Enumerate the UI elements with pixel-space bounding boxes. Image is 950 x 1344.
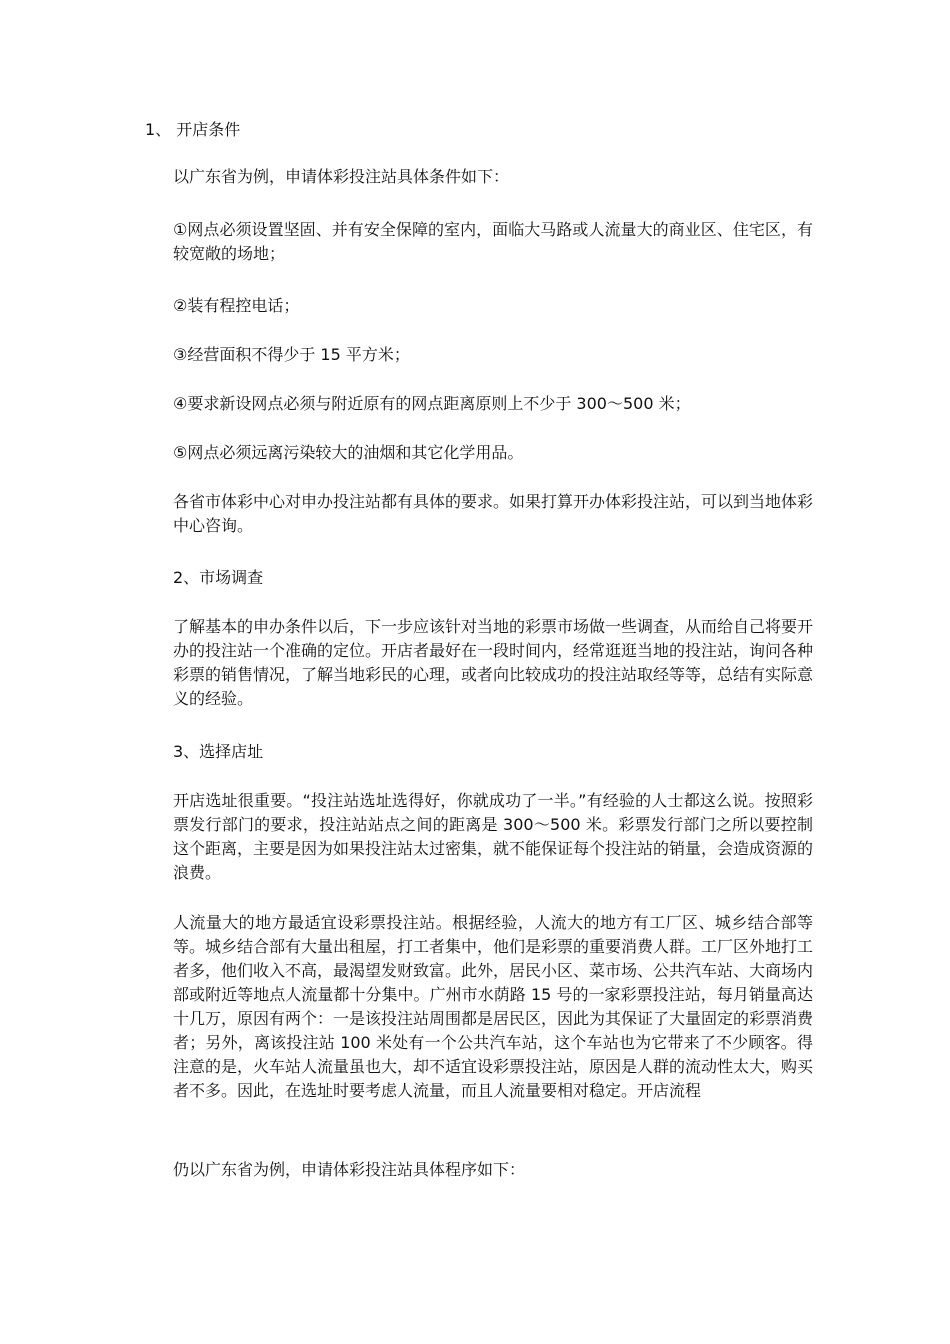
paragraph: 以广东省为例，申请体彩投注站具体条件如下：	[173, 167, 510, 186]
paragraph: ②装有程控电话；	[173, 296, 300, 315]
paragraph: 各省市体彩中心对申办投注站都有具体的要求。如果打算开办体彩投注站，可以到当地体彩中心咨询。	[173, 492, 814, 535]
paragraph: ①网点必须设置坚固、并有安全保障的室内，面临大马路或人流量大的商业区、住宅区，有较宽敞的场地；	[173, 220, 813, 263]
paragraph: 开店选址很重要。“投注站选址选得好，你就成功了一半。”有经验的人士都这么说。按照彩票发行部门的要求，投注站站点之间的距离是 300～500 米。彩票发行部门之所以要控制这个距离，主要是因为如果投注站太过密集，就不能保证每个投注站的销量，会造成资源的浪费。	[173, 791, 814, 882]
paragraph: ③经营面积不得少于 15 平方米；	[173, 345, 410, 364]
paragraph: 了解基本的申办条件以后，下一步应该针对当地的彩票市场做一些调查，从而给自己将要开办的投注站一个准确的定位。开店者最好在一段时间内，经常逛逛当地的投注站，询问各种彩票的销售情况，了解当地彩民的心理，或者向比较成功的投注站取经等等，总结有实际意义的经验。	[173, 617, 814, 708]
paragraph: 仍以广东省为例，申请体彩投注站具体程序如下：	[173, 1160, 526, 1179]
paragraph: ⑤网点必须远离污染较大的油烟和其它化学用品。	[173, 443, 524, 462]
section-heading-3: 3、选择店址	[173, 742, 264, 761]
paragraph: 人流量大的地方最适宜设彩票投注站。根据经验，人流大的地方有工厂区、城乡结合部等等。城乡结合部有大量出租屋，打工者集中，他们是彩票的重要消费人群。工厂区外地打工者多，他们收入不高，最渴望发财致富。此外，居民小区、菜市场、公共汽车站、大商场内部或附近等地点人流量都十分集中。广州市水荫路 15 号的一家彩票投注站，每月销量高达十几万，原因有两个：一是该投注站周围都是居民区，因此为其保证了大量固定的彩票消费者；另外，离该投注站 100 米处有一个公共汽车站，这个车站也为它带来了不少顾客。得注意的是，火车站人流量虽也大，却不适宜设彩票投注站，原因是人群的流动性太大，购买者不多。因此，在选址时要考虑人流量，而且人流量要相对稳定。开店流程	[173, 913, 814, 1100]
section-heading-2: 2、市场调查	[173, 568, 264, 587]
paragraph: ④要求新设网点必须与附近原有的网点距离原则上不少于 300～500 米；	[173, 394, 691, 413]
section-heading-1: 1、 开店条件	[145, 120, 241, 139]
